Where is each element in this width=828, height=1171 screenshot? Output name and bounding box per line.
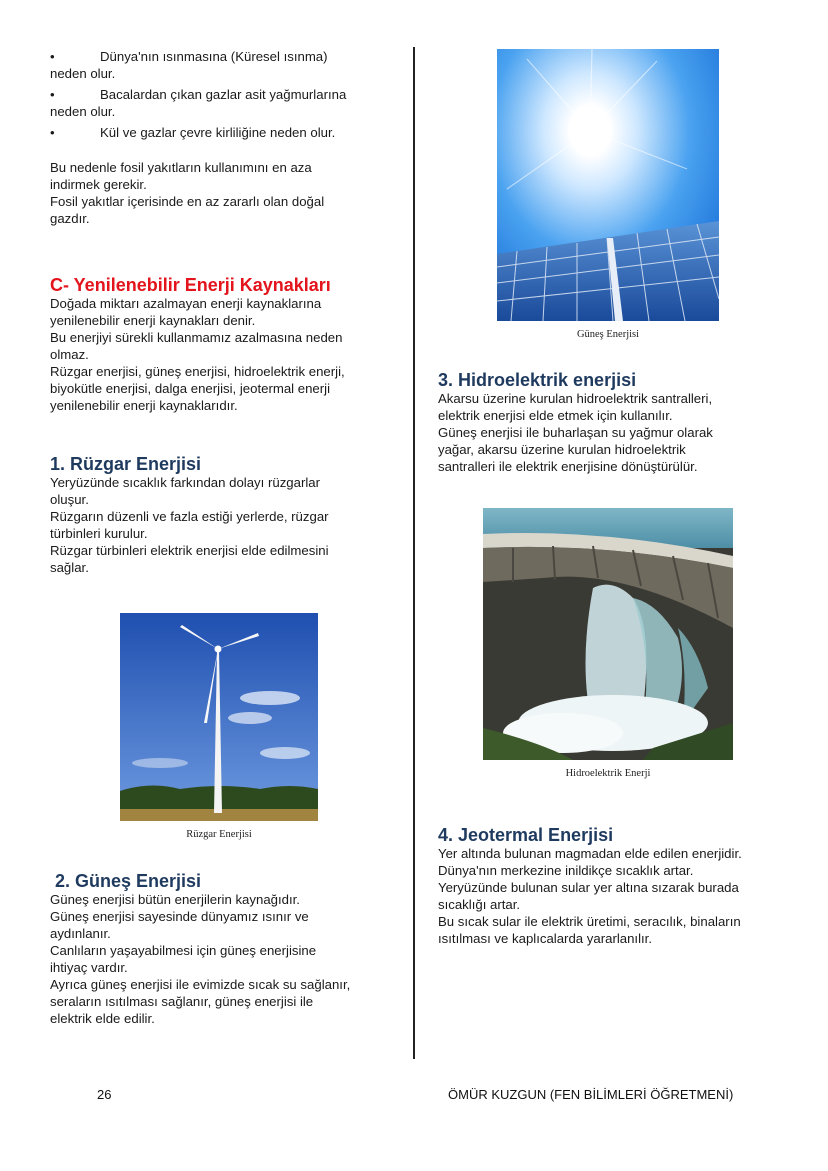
text-line: oluşur. (50, 492, 89, 507)
text-line: yenilenebilir enerji kaynakları denir. (50, 313, 256, 328)
text-line: Güneş enerjisi ile buharlaşan su yağmur olarak (438, 425, 713, 440)
text-line: olmaz. (50, 347, 89, 362)
text-line: indirmek gerekir. (50, 177, 147, 192)
section-wind (50, 454, 395, 576)
bullet-continuation: neden olur. (50, 66, 116, 81)
text-line: aydınlanır. (50, 926, 111, 941)
figure-caption: Güneş Enerjisi (576, 329, 640, 340)
section-heading: 2. Güneş Enerjisi (55, 871, 202, 891)
text-line: Güneş enerjisi bütün enerjilerin kaynağıdır. (50, 892, 300, 907)
wind-figure (120, 613, 318, 840)
text-line: santralleri ile elektrik enerjisine dönüştürülür. (438, 459, 698, 474)
text-line: Bu sıcak sular ile elektrik üretimi, seracılık, binaların (438, 914, 741, 929)
text-line: elektrik elde edilir. (50, 1011, 155, 1026)
left-column (50, 48, 395, 576)
section-geothermal (438, 825, 798, 947)
bullet-text: Kül ve gazlar çevre kirliliğine neden olur. (100, 125, 336, 140)
solar-panel-image (497, 49, 719, 321)
text-line: sıcaklığı artar. (438, 897, 521, 912)
text-line: Bu nedenle fosil yakıtların kullanımını en aza (50, 160, 312, 175)
text-line: Canlıların yaşayabilmesi için güneş enerjisine (50, 943, 317, 958)
text-line: Akarsu üzerine kurulan hidroelektrik santralleri, (438, 391, 713, 406)
bullet-text: Bacalardan çıkan gazlar asit yağmurlarına (100, 87, 347, 102)
text-line: gazdır. (50, 211, 90, 226)
section-heading: 1. Rüzgar Enerjisi (50, 454, 202, 474)
bullet-continuation: neden olur. (50, 104, 116, 119)
text-line: ihtiyaç vardır. (50, 960, 128, 975)
bullet-item (50, 124, 395, 141)
solar-figure (497, 49, 719, 340)
text-line: elektrik enerjisi elde etmek için kullanılır. (438, 408, 673, 423)
section-solar (50, 871, 395, 1027)
text-line: türbinleri kurulur. (50, 526, 148, 541)
text-line: Ayrıca güneş enerjisi ile evimizde sıcak su sağlanır, (50, 977, 351, 992)
text-line: Bu enerjiyi sürekli kullanmamız azalmasına neden (50, 330, 343, 345)
bullet-item (50, 48, 395, 65)
wind-turbine-image (120, 613, 318, 821)
section-heading: 4. Jeotermal Enerjisi (438, 825, 614, 845)
page-number: 26 (97, 1087, 112, 1102)
section-renewable (50, 275, 395, 414)
dam-image (483, 508, 733, 760)
text-line: biyokütle enerjisi, dalga enerjisi, jeotermal enerji (50, 381, 331, 396)
bullet-text: Dünya'nın ısınmasına (Küresel ısınma) (100, 49, 328, 64)
text-line: Rüzgarın düzenli ve fazla estiği yerlerde, rüzgar (50, 509, 329, 524)
section-heading: 3. Hidroelektrik enerjisi (438, 370, 637, 390)
hydro-figure (483, 508, 733, 779)
text-line: yağar, akarsu üzerine kurulan hidroelektrik (438, 442, 686, 457)
text-line: sağlar. (50, 560, 89, 575)
text-line: Yeryüzünde bulunan sular yer altına sızarak burada (438, 880, 739, 895)
text-line: Fosil yakıtlar içerisinde en az zararlı olan doğal (50, 194, 325, 209)
bullet-symbol: • (50, 125, 55, 140)
text-line: Güneş enerjisi sayesinde dünyamız ısınır ve (50, 909, 309, 924)
figure-caption: Rüzgar Enerjisi (186, 829, 252, 840)
figure-caption: Hidroelektrik Enerji (565, 768, 651, 779)
bullet-symbol: • (50, 87, 55, 102)
column-divider (413, 47, 415, 1059)
text-line: Rüzgar enerjisi, güneş enerjisi, hidroelektrik enerji, (50, 364, 345, 379)
bullet-item (50, 86, 395, 103)
fossil-paragraph (50, 159, 395, 227)
footer-author: ÖMÜR KUZGUN (FEN BİLİMLERİ ÖĞRETMENİ) (448, 1087, 734, 1102)
section-hydro (438, 370, 798, 475)
text-line: yenilenebilir enerji kaynaklarıdır. (50, 398, 238, 413)
text-line: Dünya'nın merkezine inildikçe sıcaklık artar. (438, 863, 694, 878)
text-line: seraların ısıtılması sağlanır, güneş enerjisi ile (50, 994, 314, 1009)
text-line: ısıtılması ve kaplıcalarda yararlanılır. (438, 931, 653, 946)
text-line: Yer altında bulunan magmadan elde edilen enerjidir. (438, 846, 742, 861)
text-line: Rüzgar türbinleri elektrik enerjisi elde edilmesini (50, 543, 329, 558)
bullet-symbol: • (50, 49, 55, 64)
text-line: Doğada miktarı azalmayan enerji kaynaklarına (50, 296, 322, 311)
text-line: Yeryüzünde sıcaklık farkından dolayı rüzgarlar (50, 475, 321, 490)
section-heading: C- Yenilenebilir Enerji Kaynakları (50, 275, 331, 295)
